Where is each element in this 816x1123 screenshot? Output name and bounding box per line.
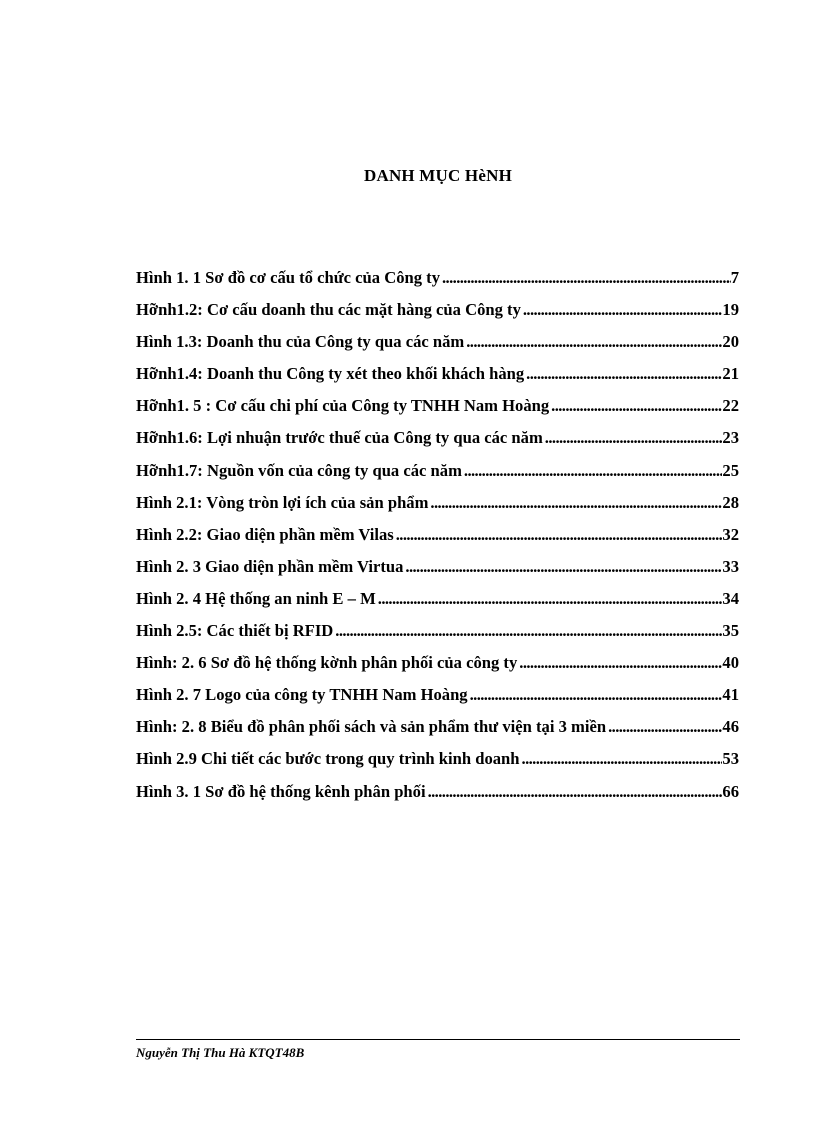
toc-dot-leader: [442, 268, 731, 288]
page-title: DANH MỤC HèNH: [363, 166, 513, 185]
toc-dot-leader: [519, 653, 722, 673]
toc-item[interactable]: [136, 364, 739, 396]
toc-item-label: Hỡnh1. 5 : Cơ cấu chi phí của Công ty TNHH Nam Hoàng: [136, 396, 550, 416]
toc-dot-leader: [405, 557, 722, 577]
toc-item[interactable]: [136, 653, 739, 685]
toc-item-label: Hình 1.3: Doanh thu của Công ty qua các năm: [136, 332, 465, 352]
toc-item-label: Hình 2.9 Chi tiết các bước trong quy trình kinh doanh: [136, 749, 520, 769]
toc-item[interactable]: [136, 396, 739, 428]
toc-item-page: 34: [722, 588, 739, 608]
toc-item-label: Hình: 2. 6 Sơ đồ hệ thống kờnh phân phối của công ty: [136, 653, 518, 673]
toc-dot-leader: [470, 685, 723, 705]
toc-item-page: 35: [722, 621, 739, 641]
toc-item-label: Hình: 2. 8 Biểu đồ phân phối sách và sản phẩm thư viện tại 3 miền: [136, 717, 607, 737]
toc-item-page: 28: [722, 492, 739, 512]
toc-item-label: Hỡnh1.4: Doanh thu Công ty xét theo khối khách hàng: [136, 364, 525, 384]
toc-item-label: Hình 1. 1 Sơ đồ cơ cấu tổ chức của Công ty: [136, 268, 440, 287]
toc-item-label: Hỡnh1.6: Lợi nhuận trước thuế của Công ty qua các năm: [136, 428, 543, 448]
toc-dot-leader: [335, 621, 722, 641]
toc-item-page: 23: [722, 428, 739, 448]
toc-item-page: 22: [722, 396, 739, 416]
toc-item-page: 33: [722, 556, 739, 576]
toc-dot-leader: [523, 300, 723, 320]
toc-item-label: Hỡnh1.2: Cơ cấu doanh thu các mặt hàng của Công ty: [136, 300, 521, 320]
toc-item[interactable]: [136, 782, 739, 814]
toc-item-label: Hình 2.2: Giao diện phần mềm Vilas: [136, 524, 394, 544]
toc-item-page: 21: [722, 364, 739, 384]
toc-item-label: Hình 3. 1 Sơ đồ hệ thống kênh phân phối: [136, 781, 426, 801]
toc-item[interactable]: [136, 525, 739, 557]
toc-item-page: 20: [722, 332, 739, 352]
toc-item-label: Hỡnh1.7: Nguồn vốn của công ty qua các năm: [136, 460, 462, 480]
toc-item[interactable]: [136, 717, 739, 749]
footer-divider: [136, 1039, 740, 1040]
toc-item[interactable]: [136, 557, 739, 589]
toc-item-label: Hình 2.5: Các thiết bị RFID: [136, 621, 334, 641]
toc-item[interactable]: [136, 428, 739, 460]
toc-dot-leader: [396, 525, 723, 545]
toc-item[interactable]: [136, 589, 739, 621]
toc-item-page: 19: [722, 300, 739, 320]
toc-dot-leader: [526, 364, 722, 384]
toc-dot-leader: [428, 782, 723, 802]
toc-item-label: Hình 2.1: Vòng tròn lợi ích của sản phẩm: [136, 492, 429, 512]
toc-item-label: Hình 2. 4 Hệ thống an ninh E – M: [136, 588, 376, 608]
toc-item-page: 7: [730, 268, 739, 287]
toc-item[interactable]: [136, 685, 739, 717]
toc-item-page: 53: [722, 749, 739, 769]
toc-item-page: 41: [722, 685, 739, 705]
toc-item[interactable]: [136, 461, 739, 493]
toc-dot-leader: [466, 332, 722, 352]
table-of-figures: [136, 268, 739, 814]
toc-item[interactable]: [136, 332, 739, 364]
toc-item-page: 25: [722, 460, 739, 480]
toc-item[interactable]: [136, 749, 739, 781]
toc-item[interactable]: [136, 300, 739, 332]
toc-item[interactable]: [136, 268, 739, 300]
toc-dot-leader: [378, 589, 723, 609]
toc-dot-leader: [551, 396, 722, 416]
toc-item[interactable]: [136, 621, 739, 653]
toc-item-page: 66: [722, 781, 739, 801]
toc-dot-leader: [608, 717, 722, 737]
toc-item[interactable]: [136, 493, 739, 525]
toc-item-label: Hình 2. 3 Giao diện phần mềm Virtua: [136, 556, 404, 576]
toc-item-label: Hình 2. 7 Logo của công ty TNHH Nam Hoàng: [136, 685, 468, 705]
footer-author: Nguyễn Thị Thu Hà KTQT48B: [136, 1045, 305, 1060]
toc-item-page: 40: [722, 653, 739, 673]
toc-dot-leader: [464, 461, 723, 481]
toc-item-page: 46: [722, 717, 739, 737]
toc-dot-leader: [430, 493, 722, 513]
toc-dot-leader: [545, 428, 723, 448]
toc-item-page: 32: [722, 524, 739, 544]
toc-dot-leader: [522, 749, 723, 769]
